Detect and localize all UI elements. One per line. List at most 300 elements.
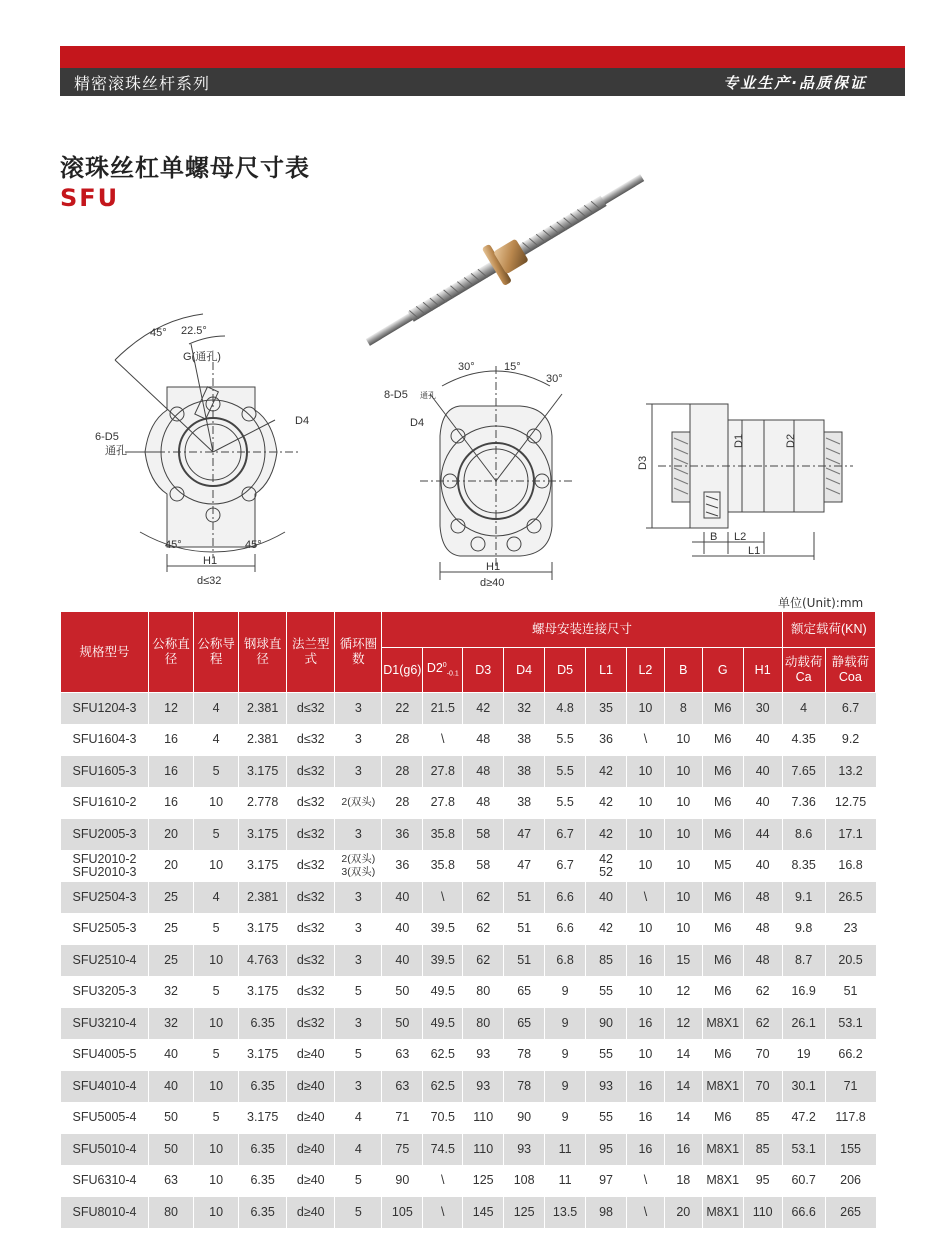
cell-model: SFU6310-4 xyxy=(61,1165,149,1197)
cell-model: SFU2005-3 xyxy=(61,819,149,851)
cell-b: 12 xyxy=(664,1008,702,1040)
cell-ca: 8.6 xyxy=(782,819,825,851)
cell-circ: 3 xyxy=(335,1008,382,1040)
label-b: B xyxy=(710,531,718,543)
cell-l1: 55 xyxy=(586,1102,627,1134)
cell-g: M6 xyxy=(702,724,743,756)
cell-flange: d≤32 xyxy=(287,787,335,819)
th-d5: D5 xyxy=(545,648,586,693)
cell-flange: d≥40 xyxy=(287,1102,335,1134)
cell-g: M8X1 xyxy=(702,1165,743,1197)
label-h1-2: H1 xyxy=(486,561,501,573)
cell-coa: 16.8 xyxy=(825,850,875,882)
cell-d5: 6.6 xyxy=(545,882,586,914)
cell-dia: 12 xyxy=(149,693,194,725)
cell-d3: 93 xyxy=(463,1071,504,1103)
table-row xyxy=(61,913,876,945)
cell-b: 12 xyxy=(664,976,702,1008)
cell-ball: 2.778 xyxy=(239,787,287,819)
cell-h1: 48 xyxy=(743,945,782,977)
cell-g: M8X1 xyxy=(702,1008,743,1040)
label-through-hole-2: 通孔 xyxy=(420,391,436,400)
cell-ca: 47.2 xyxy=(782,1102,825,1134)
cell-flange: d≤32 xyxy=(287,756,335,788)
label-45-left: 45° xyxy=(165,539,182,551)
cell-lead: 10 xyxy=(194,1197,239,1229)
cell-lead: 5 xyxy=(194,913,239,945)
th-ball-diameter: 钢球直径 xyxy=(239,612,287,693)
cell-d5: 6.6 xyxy=(545,913,586,945)
cell-circ: 5 xyxy=(335,1197,382,1229)
th-b: B xyxy=(664,648,702,693)
cell-g: M6 xyxy=(702,882,743,914)
cell-d2: 27.8 xyxy=(423,756,463,788)
cell-circ: 3 xyxy=(335,913,382,945)
cell-l1: 98 xyxy=(586,1197,627,1229)
cell-d2: 39.5 xyxy=(423,913,463,945)
cell-model: SFU1610-2 xyxy=(61,787,149,819)
th-g: G xyxy=(702,648,743,693)
cell-d5: 6.8 xyxy=(545,945,586,977)
cell-l2: \ xyxy=(627,1165,665,1197)
cell-dia: 63 xyxy=(149,1165,194,1197)
cell-g: M6 xyxy=(702,787,743,819)
cell-circ: 3 xyxy=(335,945,382,977)
cell-coa: 53.1 xyxy=(825,1008,875,1040)
cell-circ: 3 xyxy=(335,819,382,851)
cell-l2: 10 xyxy=(627,693,665,725)
cell-dia: 40 xyxy=(149,1071,194,1103)
page-header xyxy=(60,46,905,96)
cell-l1: 85 xyxy=(586,945,627,977)
cell-d3: 48 xyxy=(463,787,504,819)
cell-l1: 42 xyxy=(586,819,627,851)
cell-g: M5 xyxy=(702,850,743,882)
cell-d4: 38 xyxy=(504,724,545,756)
cell-ball: 3.175 xyxy=(239,756,287,788)
cell-h1: 70 xyxy=(743,1039,782,1071)
cell-ca: 19 xyxy=(782,1039,825,1071)
cell-h1: 62 xyxy=(743,1008,782,1040)
cell-d1: 36 xyxy=(382,850,423,882)
cell-flange: d≤32 xyxy=(287,1008,335,1040)
cell-l1: 40 xyxy=(586,882,627,914)
cell-h1: 40 xyxy=(743,787,782,819)
cell-d2: 49.5 xyxy=(423,1008,463,1040)
cell-coa: 51 xyxy=(825,976,875,1008)
cell-d2: \ xyxy=(423,882,463,914)
table-row xyxy=(61,724,876,756)
cell-circ: 4 xyxy=(335,1134,382,1166)
cell-b: 10 xyxy=(664,724,702,756)
cell-b: 8 xyxy=(664,693,702,725)
cell-ball: 6.35 xyxy=(239,1008,287,1040)
cell-d1: 75 xyxy=(382,1134,423,1166)
cell-l1-line: 42 xyxy=(599,851,613,866)
cell-l1-line: 52 xyxy=(599,864,613,879)
cell-l2: 16 xyxy=(627,1071,665,1103)
cell-b: 10 xyxy=(664,913,702,945)
cell-d1: 22 xyxy=(382,693,423,725)
cell-d3: 145 xyxy=(463,1197,504,1229)
cell-coa: 66.2 xyxy=(825,1039,875,1071)
th-circuits: 循环圈数 xyxy=(335,612,382,693)
ball-screw-illustration xyxy=(350,168,660,353)
cell-lead: 4 xyxy=(194,882,239,914)
cell-flange: d≥40 xyxy=(287,1165,335,1197)
cell-d2: \ xyxy=(423,1197,463,1229)
cell-dia: 40 xyxy=(149,1039,194,1071)
cell-lead: 5 xyxy=(194,756,239,788)
label-through-hole: 通孔 xyxy=(105,445,127,457)
cell-l2: 10 xyxy=(627,756,665,788)
cell-flange: d≤32 xyxy=(287,724,335,756)
cell-dia: 32 xyxy=(149,976,194,1008)
cell-coa: 155 xyxy=(825,1134,875,1166)
cell-d3: 58 xyxy=(463,850,504,882)
label-30-right: 30° xyxy=(546,373,563,385)
cell-d5: 9 xyxy=(545,1008,586,1040)
cell-d1: 28 xyxy=(382,724,423,756)
cell-d4: 47 xyxy=(504,850,545,882)
cell-ball: 3.175 xyxy=(239,1039,287,1071)
cell-l1: 42 xyxy=(586,913,627,945)
cell-d5: 5.5 xyxy=(545,787,586,819)
cell-model: SFU1605-3 xyxy=(61,756,149,788)
cell-lead: 10 xyxy=(194,1008,239,1040)
cell-d3: 42 xyxy=(463,693,504,725)
cell-l1 xyxy=(586,850,627,882)
cell-d5: 6.7 xyxy=(545,819,586,851)
cell-coa: 23 xyxy=(825,913,875,945)
cell-g: M8X1 xyxy=(702,1197,743,1229)
cell-ca: 7.36 xyxy=(782,787,825,819)
cell-lead: 10 xyxy=(194,787,239,819)
cell-ca: 30.1 xyxy=(782,1071,825,1103)
cell-coa: 20.5 xyxy=(825,945,875,977)
cell-l2: 10 xyxy=(627,819,665,851)
cell-h1: 48 xyxy=(743,882,782,914)
cell-lead: 10 xyxy=(194,1071,239,1103)
cell-ca: 7.65 xyxy=(782,756,825,788)
cell-d4: 78 xyxy=(504,1039,545,1071)
cell-flange: d≤32 xyxy=(287,976,335,1008)
cell-d3: 125 xyxy=(463,1165,504,1197)
cell-d3: 80 xyxy=(463,976,504,1008)
cell-h1: 62 xyxy=(743,976,782,1008)
cell-lead: 5 xyxy=(194,976,239,1008)
cell-lead: 5 xyxy=(194,1102,239,1134)
cell-flange: d≤32 xyxy=(287,850,335,882)
cell-dia: 20 xyxy=(149,850,194,882)
label-l1: L1 xyxy=(748,545,761,557)
cell-ball: 3.175 xyxy=(239,819,287,851)
cell-d2: 27.8 xyxy=(423,787,463,819)
label-8-d5: 8-D5 xyxy=(384,389,408,401)
cell-d4: 108 xyxy=(504,1165,545,1197)
cell-l1: 95 xyxy=(586,1134,627,1166)
th-model: 规格型号 xyxy=(61,612,149,693)
cell-flange: d≤32 xyxy=(287,945,335,977)
label-30-left: 30° xyxy=(458,361,475,373)
cell-d1: 50 xyxy=(382,1008,423,1040)
cell-flange: d≥40 xyxy=(287,1197,335,1229)
cell-ball: 3.175 xyxy=(239,850,287,882)
th-nominal-diameter: 公称直径 xyxy=(149,612,194,693)
cell-circ: 2(双头) xyxy=(335,787,382,819)
cell-b: 16 xyxy=(664,1134,702,1166)
cell-d1: 63 xyxy=(382,1039,423,1071)
cell-d2: 62.5 xyxy=(423,1071,463,1103)
cell-lead: 5 xyxy=(194,1039,239,1071)
cell-d4: 51 xyxy=(504,882,545,914)
cell-coa: 71 xyxy=(825,1071,875,1103)
cell-d3: 62 xyxy=(463,882,504,914)
page-subtitle: SFU xyxy=(60,184,120,212)
cell-h1: 40 xyxy=(743,850,782,882)
cell-circ: 5 xyxy=(335,976,382,1008)
cell-d4: 125 xyxy=(504,1197,545,1229)
cell-model: SFU1604-3 xyxy=(61,724,149,756)
cell-model: SFU5005-4 xyxy=(61,1102,149,1134)
cell-d3: 110 xyxy=(463,1134,504,1166)
cell-circ: 5 xyxy=(335,1165,382,1197)
table-row xyxy=(61,787,876,819)
cell-flange: d≤32 xyxy=(287,693,335,725)
spec-table xyxy=(60,611,876,1228)
cell-coa: 206 xyxy=(825,1165,875,1197)
cell-l2: 16 xyxy=(627,1134,665,1166)
cell-ball: 2.381 xyxy=(239,882,287,914)
cell-l1: 35 xyxy=(586,693,627,725)
cell-lead: 10 xyxy=(194,850,239,882)
cell-ca: 8.7 xyxy=(782,945,825,977)
cell-flange: d≥40 xyxy=(287,1071,335,1103)
cell-h1: 70 xyxy=(743,1071,782,1103)
cell-g: M6 xyxy=(702,976,743,1008)
cell-l2: \ xyxy=(627,724,665,756)
cell-ca: 4.35 xyxy=(782,724,825,756)
cell-ball: 6.35 xyxy=(239,1197,287,1229)
cell-d2: 21.5 xyxy=(423,693,463,725)
cell-l2: 16 xyxy=(627,1102,665,1134)
cell-model-line: SFU2010-2 xyxy=(72,851,137,866)
cell-d3: 93 xyxy=(463,1039,504,1071)
table-row xyxy=(61,1165,876,1197)
cell-d1: 90 xyxy=(382,1165,423,1197)
unit-label: 单位(Unit):mm xyxy=(778,596,864,610)
cell-b: 10 xyxy=(664,787,702,819)
cell-d2: 62.5 xyxy=(423,1039,463,1071)
cell-ball: 3.175 xyxy=(239,913,287,945)
cell-lead: 10 xyxy=(194,1134,239,1166)
cell-d4: 93 xyxy=(504,1134,545,1166)
th-nut-dims: 螺母安装连接尺寸 xyxy=(382,612,782,648)
cell-circ: 3 xyxy=(335,756,382,788)
th-d4: D4 xyxy=(504,648,545,693)
cell-dia: 16 xyxy=(149,756,194,788)
label-h1: H1 xyxy=(203,555,218,567)
cell-g: M8X1 xyxy=(702,1071,743,1103)
cell-d5: 9 xyxy=(545,1039,586,1071)
cell-ca: 53.1 xyxy=(782,1134,825,1166)
cell-d1: 71 xyxy=(382,1102,423,1134)
cell-circ xyxy=(335,850,382,882)
cell-d3: 62 xyxy=(463,913,504,945)
th-flange-type: 法兰型式 xyxy=(287,612,335,693)
cell-ca: 9.8 xyxy=(782,913,825,945)
cell-model: SFU5010-4 xyxy=(61,1134,149,1166)
cell-d1: 28 xyxy=(382,756,423,788)
cell-lead: 10 xyxy=(194,1165,239,1197)
cell-d2: 49.5 xyxy=(423,976,463,1008)
page-title: 滚珠丝杠单螺母尺寸表 xyxy=(60,154,310,182)
cell-l1: 36 xyxy=(586,724,627,756)
cell-model: SFU4010-4 xyxy=(61,1071,149,1103)
cell-d3: 48 xyxy=(463,756,504,788)
cell-l2: 10 xyxy=(627,976,665,1008)
cell-circ: 3 xyxy=(335,882,382,914)
cell-lead: 5 xyxy=(194,819,239,851)
cell-dia: 16 xyxy=(149,787,194,819)
cell-d2: 70.5 xyxy=(423,1102,463,1134)
cell-ball: 3.175 xyxy=(239,1102,287,1134)
cell-b: 18 xyxy=(664,1165,702,1197)
cell-d4: 32 xyxy=(504,693,545,725)
cell-dia: 25 xyxy=(149,945,194,977)
cell-l2: 10 xyxy=(627,913,665,945)
cell-flange: d≥40 xyxy=(287,1134,335,1166)
flange-drawing-d-le-32 xyxy=(95,302,325,587)
table-row xyxy=(61,1071,876,1103)
cell-d2: 35.8 xyxy=(423,819,463,851)
th-static: 静载荷 Coa xyxy=(825,648,875,693)
cell-d2: \ xyxy=(423,724,463,756)
cell-g: M6 xyxy=(702,1039,743,1071)
cell-d5: 11 xyxy=(545,1165,586,1197)
th-l2: L2 xyxy=(627,648,665,693)
cell-b: 15 xyxy=(664,945,702,977)
cell-d5: 9 xyxy=(545,1071,586,1103)
cell-h1: 85 xyxy=(743,1134,782,1166)
cell-ball: 3.175 xyxy=(239,976,287,1008)
cell-d3: 80 xyxy=(463,1008,504,1040)
label-d2: D2 xyxy=(785,433,797,448)
cell-coa: 26.5 xyxy=(825,882,875,914)
cell-d1: 105 xyxy=(382,1197,423,1229)
cell-d2: 74.5 xyxy=(423,1134,463,1166)
cell-flange: d≤32 xyxy=(287,819,335,851)
th-h1: H1 xyxy=(743,648,782,693)
cell-l2: \ xyxy=(627,882,665,914)
cell-d5: 5.5 xyxy=(545,756,586,788)
cell-g: M6 xyxy=(702,1102,743,1134)
cell-b: 10 xyxy=(664,882,702,914)
cell-ball: 6.35 xyxy=(239,1165,287,1197)
cell-d1: 40 xyxy=(382,913,423,945)
cell-h1: 40 xyxy=(743,724,782,756)
th-d2 xyxy=(423,648,463,693)
cell-coa: 12.75 xyxy=(825,787,875,819)
table-row xyxy=(61,1008,876,1040)
cell-d2: 39.5 xyxy=(423,945,463,977)
label-d1: D1 xyxy=(733,433,745,448)
cell-d4: 65 xyxy=(504,976,545,1008)
cell-h1: 95 xyxy=(743,1165,782,1197)
cell-ball: 6.35 xyxy=(239,1071,287,1103)
cell-circ: 3 xyxy=(335,1071,382,1103)
cell-coa: 117.8 xyxy=(825,1102,875,1134)
cell-b: 10 xyxy=(664,756,702,788)
cell-dia: 25 xyxy=(149,882,194,914)
cell-ca: 9.1 xyxy=(782,882,825,914)
cell-coa: 17.1 xyxy=(825,819,875,851)
cell-h1: 44 xyxy=(743,819,782,851)
cell-ca: 8.35 xyxy=(782,850,825,882)
cell-ca: 26.1 xyxy=(782,1008,825,1040)
cell-d1: 28 xyxy=(382,787,423,819)
cell-lead: 4 xyxy=(194,693,239,725)
cell-circ: 3 xyxy=(335,693,382,725)
cell-flange: d≥40 xyxy=(287,1039,335,1071)
cell-ca: 4 xyxy=(782,693,825,725)
table-row xyxy=(61,693,876,725)
cell-d1: 40 xyxy=(382,882,423,914)
cell-circ-line: 3(双头) xyxy=(341,865,376,878)
cell-l2: \ xyxy=(627,1197,665,1229)
label-d-le-32: d≤32 xyxy=(197,575,222,587)
cell-circ: 4 xyxy=(335,1102,382,1134)
cell-g: M6 xyxy=(702,693,743,725)
th-rated-load: 额定载荷(KN) xyxy=(782,612,875,648)
cell-h1: 30 xyxy=(743,693,782,725)
cell-d4: 51 xyxy=(504,945,545,977)
cell-l1: 55 xyxy=(586,976,627,1008)
cell-d4: 90 xyxy=(504,1102,545,1134)
cell-dia: 25 xyxy=(149,913,194,945)
label-6-d5: 6-D5 xyxy=(95,431,119,443)
cell-lead: 10 xyxy=(194,945,239,977)
table-row xyxy=(61,1102,876,1134)
cell-b: 10 xyxy=(664,819,702,851)
label-d4: D4 xyxy=(295,415,310,427)
label-g: G(通孔) xyxy=(183,351,221,363)
cell-d4: 65 xyxy=(504,1008,545,1040)
cell-d5: 6.7 xyxy=(545,850,586,882)
cell-model: SFU8010-4 xyxy=(61,1197,149,1229)
cell-g: M6 xyxy=(702,756,743,788)
cell-b: 14 xyxy=(664,1071,702,1103)
cell-l1: 42 xyxy=(586,787,627,819)
cell-d3: 62 xyxy=(463,945,504,977)
cell-d4: 38 xyxy=(504,787,545,819)
cell-d5: 11 xyxy=(545,1134,586,1166)
cell-h1: 40 xyxy=(743,756,782,788)
cell-ca: 60.7 xyxy=(782,1165,825,1197)
cell-d3: 58 xyxy=(463,819,504,851)
cell-ball: 2.381 xyxy=(239,724,287,756)
table-row xyxy=(61,882,876,914)
section-drawing xyxy=(628,382,868,562)
cell-d4: 51 xyxy=(504,913,545,945)
cell-flange: d≤32 xyxy=(287,882,335,914)
cell-dia: 16 xyxy=(149,724,194,756)
cell-l2: 10 xyxy=(627,787,665,819)
cell-g: M8X1 xyxy=(702,1134,743,1166)
cell-circ: 5 xyxy=(335,1039,382,1071)
label-45: 45° xyxy=(150,327,167,339)
cell-model: SFU1204-3 xyxy=(61,693,149,725)
